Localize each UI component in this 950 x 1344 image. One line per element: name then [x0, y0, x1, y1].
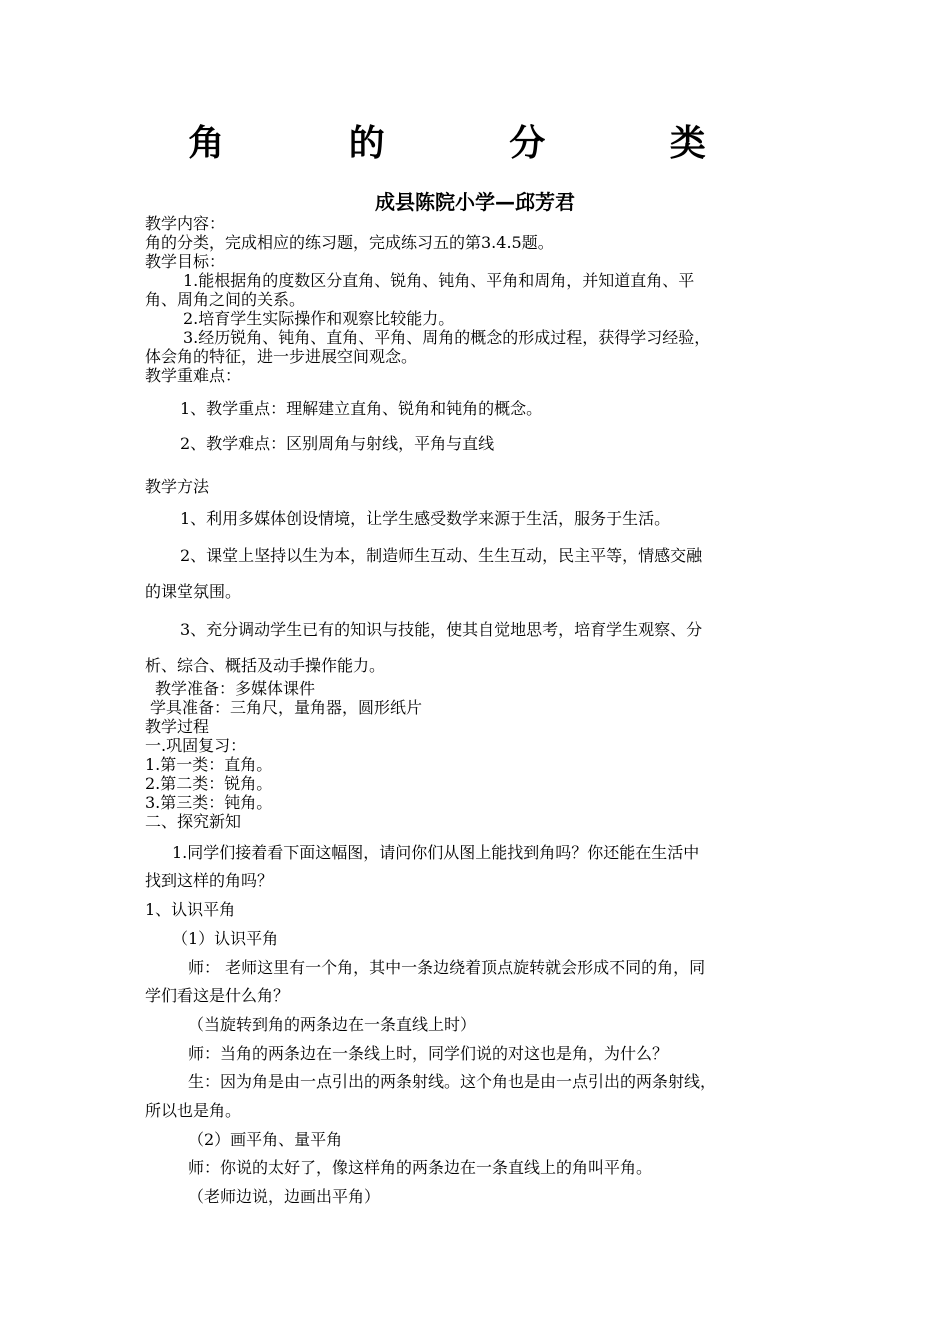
paragraph: 1、利用多媒体创设情境，让学生感受数学来源于生活，服务于生活。 — [180, 509, 671, 528]
paragraph: 找到这样的角吗？ — [145, 871, 274, 890]
page-title: 角 的 分 类 — [188, 123, 762, 164]
author-line: 成县陈院小学—邱芳君 — [375, 190, 575, 214]
teaching-prep: 教学准备：多媒体课件 — [155, 679, 316, 698]
heading-process: 教学过程 — [145, 717, 210, 736]
paragraph: 2、课堂上坚持以生为本，制造师生互动、生生互动，民主平等，情感交融 — [180, 546, 703, 565]
paragraph: 生：因为角是由一点引出的两条射线。这个角也是由一点引出的两条射线， — [188, 1072, 717, 1091]
paragraph: 2、教学难点：区别周角与射线，平角与直线 — [180, 434, 495, 453]
paragraph: 的课堂氛围。 — [145, 582, 242, 601]
paragraph: 3、充分调动学生已有的知识与技能，使其自觉地思考，培育学生观察、分 — [180, 620, 703, 639]
section-explore: 二、探究新知 — [145, 812, 242, 831]
paragraph: 1.同学们接着看下面这幅图，请问你们从图上能找到角吗？你还能在生活中 — [172, 843, 700, 862]
paragraph: 师： 老师这里有一个角，其中一条边绕着顶点旋转就会形成不同的角，同 — [188, 958, 706, 977]
paragraph: 析、综合、概括及动手操作能力。 — [145, 656, 386, 675]
paragraph: 师：你说的太好了，像这样角的两条边在一条直线上的角叫平角。 — [188, 1158, 653, 1177]
paragraph: 体会角的特征，进一步进展空间观念。 — [145, 347, 418, 366]
list-item: 3.第三类：钝角。 — [145, 793, 273, 812]
subsection-heading: 1、认识平角 — [145, 900, 236, 919]
paragraph: 2.培育学生实际操作和观察比较能力。 — [183, 309, 455, 328]
paragraph: 角、周角之间的关系。 — [145, 290, 306, 309]
heading-key-points: 教学重难点： — [145, 366, 242, 385]
heading-objectives: 教学目标： — [145, 252, 226, 271]
section-review: 一.巩固复习： — [145, 736, 247, 755]
list-item: 1.第一类：直角。 — [145, 755, 273, 774]
subsection-heading: （1）认识平角 — [172, 929, 279, 948]
paragraph: 1、教学重点：理解建立直角、锐角和钝角的概念。 — [180, 399, 543, 418]
paragraph: 师：当角的两条边在一条线上时，同学们说的对这也是角，为什么？ — [188, 1044, 669, 1063]
paragraph: 1.能根据角的度数区分直角、锐角、钝角、平角和周角，并知道直角、平 — [183, 271, 695, 290]
paragraph: 角的分类，完成相应的练习题，完成练习五的第3.4.5题。 — [145, 233, 554, 252]
heading-methods: 教学方法 — [145, 477, 210, 496]
student-prep: 学具准备：三角尺，量角器，圆形纸片 — [150, 698, 423, 717]
paragraph: 所以也是角。 — [145, 1101, 242, 1120]
paragraph: 学们看这是什么角？ — [145, 986, 290, 1005]
paragraph: 3.经历锐角、钝角、直角、平角、周角的概念的形成过程，获得学习经验， — [183, 328, 711, 347]
subsection-heading: （2）画平角、量平角 — [188, 1130, 343, 1149]
paragraph: （当旋转到角的两条边在一条直线上时） — [188, 1015, 477, 1034]
list-item: 2.第二类：锐角。 — [145, 774, 273, 793]
heading-content: 教学内容： — [145, 214, 226, 233]
paragraph: （老师边说，边画出平角） — [188, 1187, 381, 1206]
